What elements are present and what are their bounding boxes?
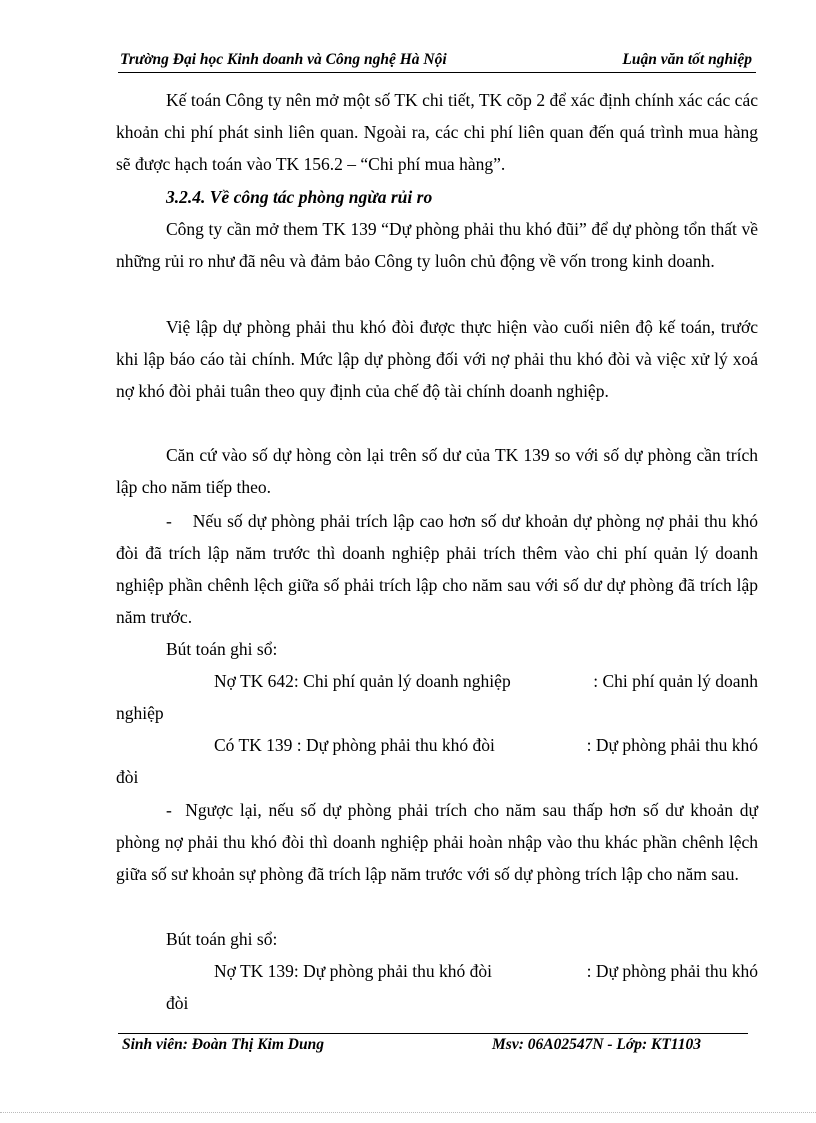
paragraph-5: - Nếu số dự phòng phải trích lập cao hơn số dư khoản dự phòng nợ phải thu khó đòi đã trích lập năm trước thì doanh nghiệp phải trích thêm vào chi phí quản lý doanh nghiệp phần chênh lệch giữa số phải trích lập cho năm sau với số dư dự phòng đã trích lập năm trước.: [116, 511, 763, 627]
but-toan-label-2: Bút toán ghi sổ:: [166, 929, 278, 949]
entry-3-description: : Dự phòng phải thu khó: [586, 961, 758, 981]
paragraph-2: Công ty cần mở them TK 139 “Dự phòng phải thu khó đũi” để dự phòng tổn thất về những rủi ro như đã nêu và đảm bảo Công ty luôn chủ động về vốn trong kinh doanh.: [116, 219, 758, 271]
footer-rule: [118, 1033, 748, 1034]
entry-3-account: Nợ TK 139: Dự phòng phải thu khó đòi: [214, 961, 492, 981]
footer-student-id: Msv: 06A02547N - Lớp: KT1103: [492, 1036, 701, 1053]
header-doc-type: Luận văn tốt nghiệp: [622, 51, 752, 68]
entry-2-continuation: đòi: [116, 767, 139, 787]
entry-2-description: : Dự phòng phải thu khó: [586, 735, 758, 755]
paragraph-6: - Ngược lại, nếu số dự phòng phải trích cho năm sau thấp hơn số dư khoản dự phòng nợ phải thu khó đòi thì doanh nghiệp phải hoàn nhập vào thu khác phần chênh lệch giữa số sư khoản sự phòng đã trích lập năm trước với số dự phòng trích lập cho năm sau.: [116, 800, 763, 884]
paragraph-4: Căn cứ vào số dự hòng còn lại trên số dư của TK 139 so với số dự phòng cần trích lập cho năm tiếp theo.: [116, 445, 758, 497]
footer-student: Sinh viên: Đoàn Thị Kim Dung: [122, 1036, 324, 1053]
page-bottom-edge: [0, 1112, 816, 1113]
section-heading: 3.2.4. Về công tác phòng ngừa rủi ro: [166, 187, 433, 207]
entry-3-continuation: đòi: [166, 993, 189, 1013]
header-school: Trường Đại học Kinh doanh và Công nghệ Hà Nội: [120, 51, 447, 68]
but-toan-label-1: Bút toán ghi sổ:: [166, 639, 278, 659]
paragraph-1: Kế toán Công ty nên mở một số TK chi tiết, TK cõp 2 để xác định chính xác các các khoản chi phí phát sinh liên quan. Ngoài ra, các chi phí liên quan đến quá trình mua hàng sẽ được hạch toán vào TK 156.2 – “Chi phí mua hàng”.: [116, 90, 758, 174]
entry-1-description: : Chi phí quản lý doanh: [593, 671, 758, 691]
entry-1-account: Nợ TK 642: Chi phí quản lý doanh nghiệp: [214, 671, 511, 691]
page-header: [118, 50, 756, 73]
entry-1-continuation: nghiệp: [116, 703, 164, 723]
paragraph-3: Việ lập dự phòng phải thu khó đòi được thực hiện vào cuối niên độ kế toán, trước khi lập báo cáo tài chính. Mức lập dự phòng đối với nợ phải thu khó đòi và việc xử lý xoá nợ khó đòi phải tuân theo quy định của chế độ tài chính doanh nghiệp.: [116, 317, 758, 401]
entry-2-account: Có TK 139 : Dự phòng phải thu khó đòi: [214, 735, 495, 755]
